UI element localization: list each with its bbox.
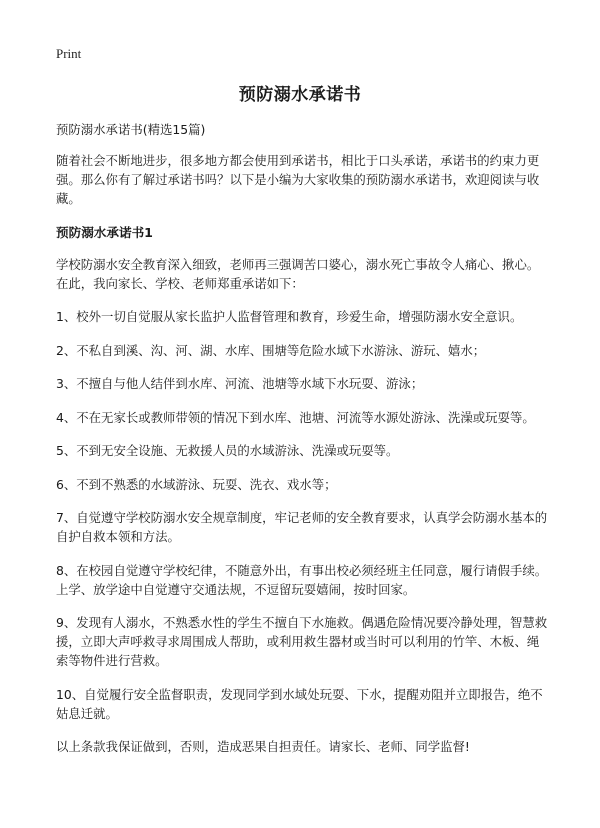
page-title: 预防溺水承诺书 <box>238 85 362 105</box>
pledge-item-7: 7、自觉遵守学校防溺水安全规章制度，牢记老师的安全教育要求，认真学会防溺水基本的自护自救本领和方法。 <box>56 510 548 544</box>
pledge-item-1: 1、校外一切自觉服从家长监护人监督管理和教育，珍爱生命，增强防溺水安全意识。 <box>56 309 523 324</box>
intro-paragraph: 随着社会不断地进步，很多地方都会使用到承诺书，相比于口头承诺，承诺书的约束力更强。那么你有了解过承诺书吗？以下是小编为大家收集的预防溺水承诺书，欢迎阅读与收藏。 <box>56 153 540 206</box>
pledge-item-5: 5、不到无安全设施、无救援人员的水域游泳、洗澡或玩耍等。 <box>56 443 399 458</box>
pledge-item-6: 6、不到不熟悉的水域游泳、玩耍、洗衣、戏水等； <box>56 476 337 492</box>
pledge-item-10: 10、自觉履行安全监督职责，发现同学到水域处玩耍、下水，提醒劝阻并立即报告，绝不姑息迁就。 <box>56 686 543 721</box>
pledge-item-4: 4、不在无家长或教师带领的情况下到水库、池塘、河流等水源处游泳、洗澡或玩耍等。 <box>56 409 535 425</box>
section-heading: 预防溺水承诺书1 <box>56 225 153 240</box>
document-subtitle: 预防溺水承诺书(精选15篇) <box>56 122 206 137</box>
pledge-item-3: 3、不擅自与他人结伴到水库、河流、池塘等水域下水玩耍、游泳； <box>56 376 424 391</box>
section-intro-paragraph: 学校防溺水安全教育深入细致，老师再三强调苦口婆心，溺水死亡事故令人痛心、揪心。在此，我向家长、学校、老师郑重承诺如下： <box>56 257 540 291</box>
document-body <box>56 120 548 756</box>
pledge-item-2: 2、不私自到溪、沟、河、湖、水库、围塘等危险水域下水游泳、游玩、嬉水； <box>56 342 486 358</box>
print-link[interactable]: Print <box>56 46 82 61</box>
pledge-item-8: 8、在校园自觉遵守学校纪律，不随意外出，有事出校必须经班主任同意，履行请假手续。上学、放学途中自觉遵守交通法规，不逗留玩耍嬉闹，按时回家。 <box>56 562 548 597</box>
closing-paragraph: 以上条款我保证做到，否则，造成恶果自担责任。请家长、老师、同学监督! <box>56 739 470 754</box>
pledge-item-9: 9、发现有人溺水，不熟悉水性的学生不擅自下水施救。偶遇危险情况要冷静处理，智慧救援，立即大声呼救寻求周围成人帮助，或利用救生器材或当时可以利用的竹竿、木板、绳索等物件进行营救。 <box>56 615 548 668</box>
